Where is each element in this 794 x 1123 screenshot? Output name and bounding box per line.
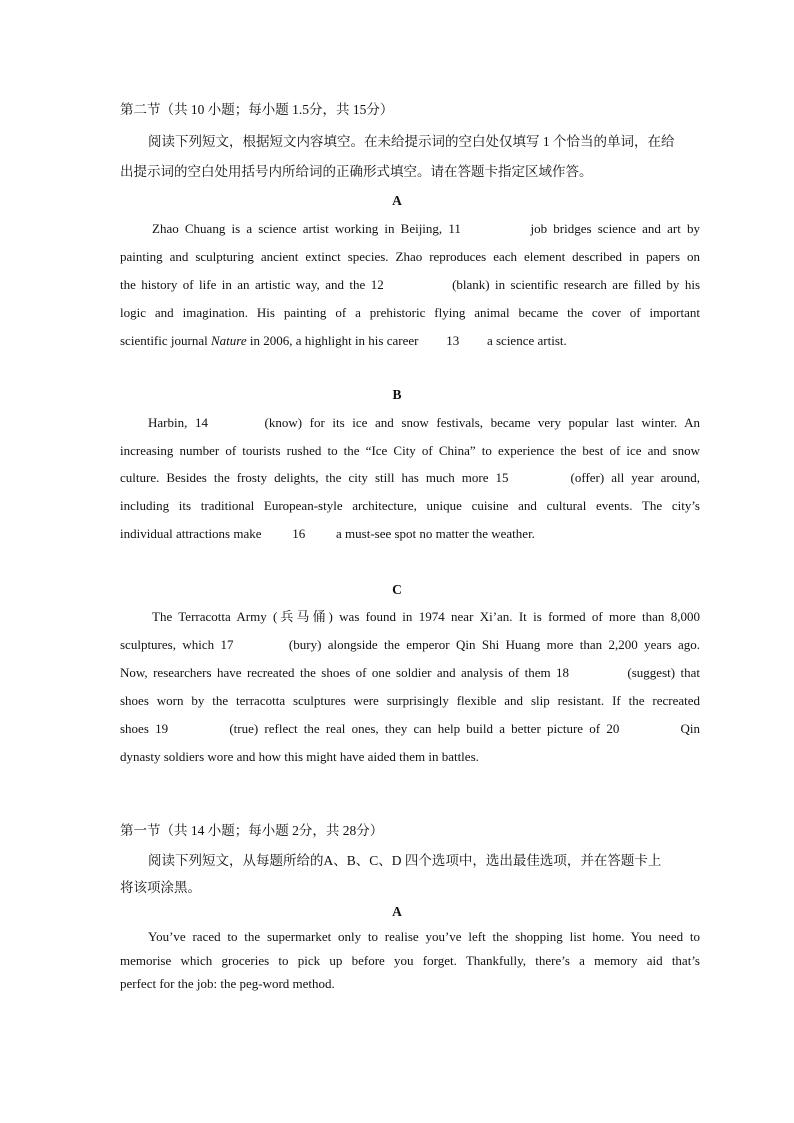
journal-title: Nature	[210, 333, 247, 348]
section2-instruction-line1: 阅读下列短文，根据短文内容填空。在未给提示词的空白处仅填写 1 个恰当的单词，在给	[148, 134, 675, 149]
passage-c-line4: shoes worn by the terracotta sculptures were surprisingly flexible and slip resistant. If the recreated	[120, 693, 700, 708]
section2-instruction-line2: 出提示词的空白处用括号内所给词的正确形式填空。请在答题卡指定区域作答。	[120, 164, 593, 179]
blank-20: 20	[606, 721, 620, 736]
passage-c-label: C	[392, 582, 402, 597]
passage-a-line4: logic and imagination. His painting of a prehistoric flying animal became the cover of important	[120, 305, 700, 320]
passage-c-line3: Now, researchers have recreated the shoes of one soldier and analysis of them 18 (suggest) that	[120, 665, 700, 680]
passage-c-line6: dynasty soldiers wore and how this might have aided them in battles.	[120, 749, 479, 764]
section1-passage-a-line1: You’ve raced to the supermarket only to realise you’ve left the shopping list home. You need to	[148, 929, 700, 944]
passage-b-line4: including its traditional European-style architecture, unique cuisine and cultural events. The city’s	[120, 498, 700, 513]
section1-passage-a-line3: perfect for the job: the peg-word method.	[120, 976, 335, 991]
passage-a-line3: the history of life in an artistic way, and the 12 (blank) in scientific research are filled by his	[120, 277, 701, 292]
section1-heading: 第一节（共 14 小题；每小题 2分，共 28分）	[120, 823, 384, 838]
passage-a-line2: painting and sculpturing ancient extinct species. Zhao reproduces each element described in papers on	[120, 249, 700, 264]
blank-19: 19	[155, 721, 169, 736]
passage-a-label: A	[392, 193, 402, 208]
blank-18: 18	[556, 665, 569, 680]
blank-11: 11	[448, 221, 461, 236]
blank-16: 16	[292, 526, 306, 541]
passage-b-line1: Harbin, 14 (know) for its ice and snow festivals, became very popular last winter. An	[148, 415, 701, 430]
passage-a-line5: scientific journal Nature in 2006, a highlight in his career 13 a science artist.	[120, 333, 567, 348]
section1-passage-a-label: A	[392, 904, 402, 919]
section1-passage-a-line2: memorise which groceries to pick up before you forget. Thankfully, there’s a memory aid that’s	[120, 953, 700, 968]
passage-c-line5: shoes 19 (true) reflect the real ones, they can help build a better picture of 20 Qin	[120, 721, 701, 736]
passage-b-label: B	[392, 387, 402, 402]
blank-14: 14	[194, 415, 208, 430]
passage-b-line5: individual attractions make 16 a must-see spot no matter the weather.	[120, 526, 535, 541]
blank-17: 17	[220, 637, 234, 652]
blank-15: 15	[495, 470, 509, 485]
blank-13: 13	[446, 333, 460, 348]
section1-instruction-line2: 将该项涂黑。	[120, 880, 201, 895]
blank-12: 12	[370, 277, 384, 292]
passage-b-line2: increasing number of tourists rushed to the “Ice City of China” to experience the best of ice and snow	[120, 443, 700, 458]
passage-c-line1: The Terracotta Army (兵马俑) was found in 1974 near Xi’an. It is formed of more than 8,000	[152, 609, 700, 624]
section2-heading: 第二节（共 10 小题；每小题 1.5分，共 15分）	[120, 102, 394, 117]
section1-instruction-line1: 阅读下列短文，从每题所给的A、B、C、D 四个选项中，选出最佳选项，并在答题卡上	[148, 853, 662, 868]
passage-c-line2: sculptures, which 17 (bury) alongside the emperor Qin Shi Huang more than 2,200 years ago.	[120, 637, 700, 652]
passage-a-line1: Zhao Chuang is a science artist working in Beijing, 11 job bridges science and art by	[152, 221, 700, 236]
passage-b-line3: culture. Besides the frosty delights, the city still has much more 15 (offer) all year around,	[120, 470, 700, 485]
